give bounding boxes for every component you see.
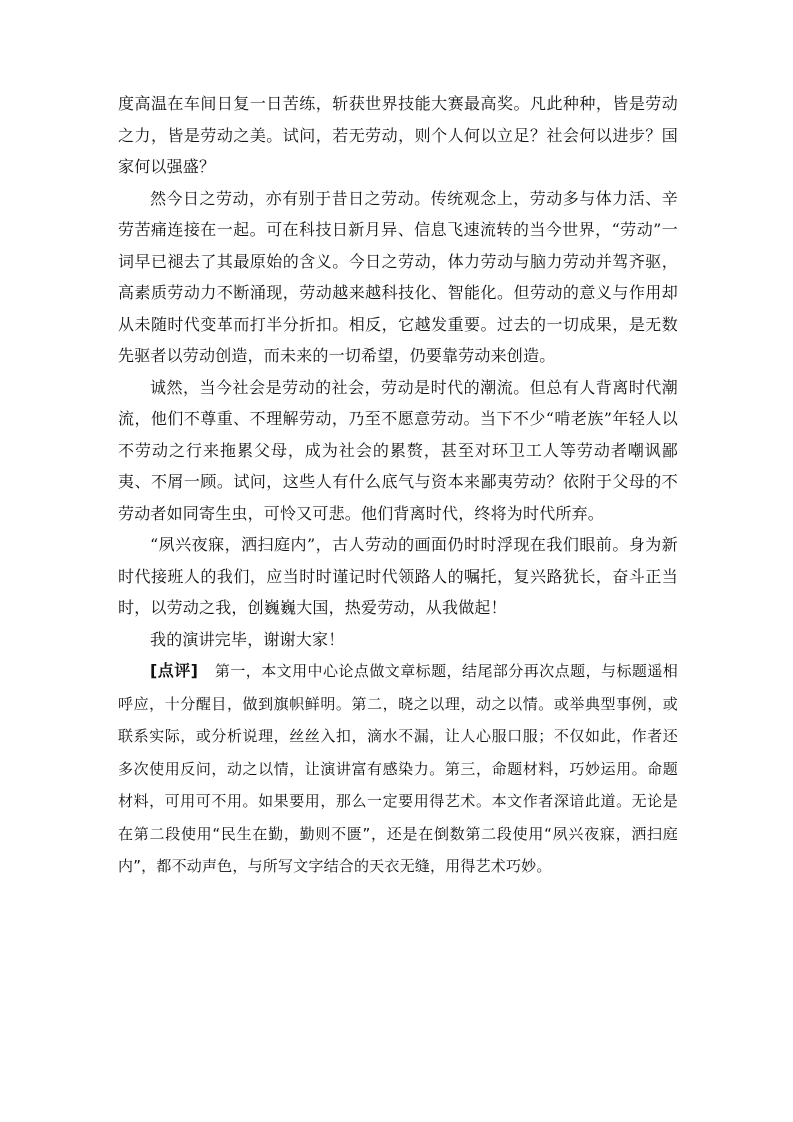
paragraph-conclusion: “夙兴夜寐，洒扫庭内”，古人劳动的画面仍时时浮现在我们眼前。身为新时代接班人的我们，应当时时谨记时代领路人的嘱托，复兴路犹长，奋斗正当时，以劳动之我，创巍巍大国，热爱劳动，从我做起！ (118, 535, 678, 617)
document-body (118, 88, 678, 883)
review-text: 第一，本文用中心论点做文章标题，结尾部分再次点题，与标题遥相呼应，十分醒目，做到旗帜鲜明。第二，晓之以理，动之以情。或举典型事例，或联系实际，或分析说理，丝丝入扣，滴水不漏，让人心服口服；不仅如此，作者还多次使用反问，动之以情，让演讲富有感染力。第三，命题材料，巧妙运用。命题材料，可用可不用。如果要用，那么一定要用得艺术。本文作者深谙此道。无论是在第二段使用“民生在勤，勤则不匮”，还是在倒数第二段使用“夙兴夜寐，洒扫庭内”，都不动声色，与所写文字结合的天衣无缝，用得艺术巧妙。 (118, 662, 678, 875)
paragraph-labor-trend: 诚然，当今社会是劳动的社会，劳动是时代的潮流。但总有人背离时代潮流，他们不尊重、不理解劳动，乃至不愿意劳动。当下不少“啃老族”年轻人以不劳动之行来拖累父母，成为社会的累赘，甚至对环卫工人等劳动者嘲讽鄙夷、不屑一顾。试问，这些人有什么底气与资本来鄙夷劳动？依附于父母的不劳动者如同寄生虫，可怜又可悲。他们背离时代，终将为时代所弃。 (118, 377, 678, 523)
review-paragraph (118, 655, 678, 883)
paragraph-continuation: 度高温在车间日复一日苦练，斩获世界技能大赛最高奖。凡此种种，皆是劳动之力，皆是劳动之美。试问，若无劳动，则个人何以立足？社会何以进步？国家何以强盛？ (118, 94, 678, 176)
paragraph-closing: 我的演讲完毕，谢谢大家！ (150, 629, 345, 649)
review-label: [点评] (150, 661, 199, 680)
paragraph-modern-labor: 然今日之劳动，亦有别于昔日之劳动。传统观念上，劳动多与体力活、辛劳苦痛连接在一起。可在科技日新月异、信息飞速流转的当今世界，“劳动”一词早已褪去了其最原始的含义。今日之劳动，体力劳动与脑力劳动并驾齐驱，高素质劳动力不断涌现，劳动越来越科技化、智能化。但劳动的意义与作用却从未随时代变革而打半分折扣。相反，它越发重要。过去的一切成果，是无数先驱者以劳动创造，而未来的一切希望，仍要靠劳动来创造。 (118, 188, 678, 365)
